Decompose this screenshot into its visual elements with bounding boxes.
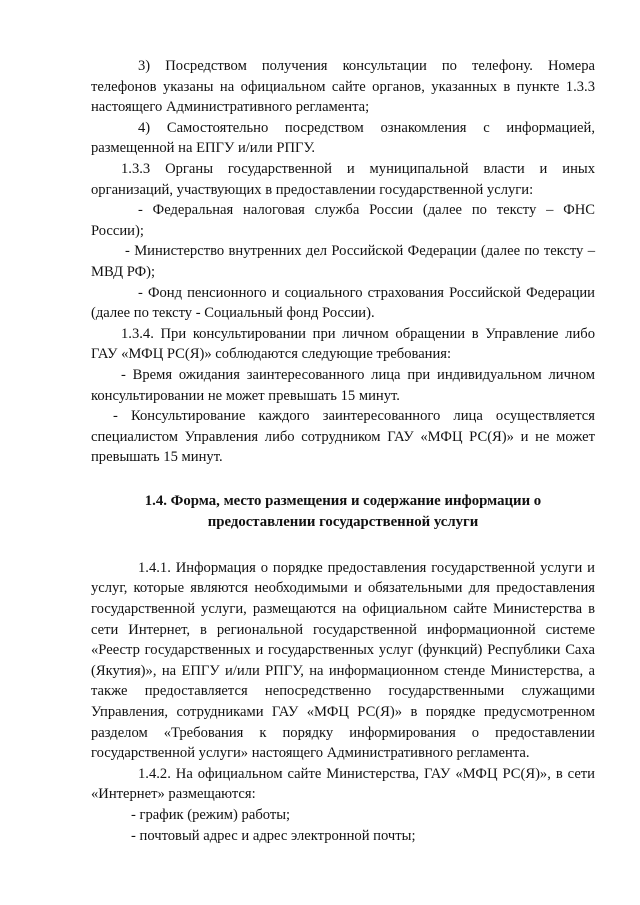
section-heading-line-2: предоставлении государственной услуги bbox=[207, 513, 479, 530]
paragraph-1-4-1: 1.4.1. Информация о порядке предоставления государственной услуги и услуг, которые являются необходимыми и обязательными для предоставления государственной услуги, размещаются на официальном сайте Министерства в сети Интернет, в региональной государственной информационной системе «Реестр государственных и государственных услуг (функций) Республики Саха (Якутия)», на ЕПГУ и/или РПГУ, на информационном стенде Министерства, а также предоставляется непосредственно государственными служащими Управления, сотрудниками ГАУ «МФЦ РС(Я)» в порядке предусмотренном разделом «Требования к порядку информирования о предоставлении государственной услуги» настоящего Административного регламента. bbox=[91, 559, 595, 762]
section-heading-line-1: 1.4. Форма, место размещения и содержание информации о bbox=[144, 492, 542, 509]
document-body bbox=[91, 56, 595, 846]
list-item-waiting-time: - Время ожидания заинтересованного лица при индивидуальном личном консультировании не может превышать 15 минут. bbox=[91, 366, 595, 404]
list-item-fns: - Федеральная налоговая служба России (далее по тексту – ФНС России); bbox=[91, 202, 595, 239]
list-item-schedule: - график (режим) работы; bbox=[131, 807, 291, 823]
list-item-social-fund: - Фонд пенсионного и социального страхования Российской Федерации (далее по тексту - Социальный фонд России). bbox=[91, 284, 595, 322]
list-item-consultation-time: - Консультирование каждого заинтересованного лица осуществляется специалистом Управления либо сотрудником ГАУ «МФЦ РС(Я)» и не может превышать 15 минут. bbox=[91, 408, 595, 466]
list-item-mvd: - Министерство внутренних дел Российской Федерации (далее по тексту – МВД РФ); bbox=[91, 243, 595, 280]
paragraph-self-study: 4) Самостоятельно посредством ознакомления с информацией, размещенной на ЕПГУ и/или РПГУ. bbox=[91, 119, 595, 157]
paragraph-1-3-3: 1.3.3 Органы государственной и муниципальной власти и иных организаций, участвующих в предоставлении государственной услуги: bbox=[91, 160, 595, 198]
paragraph-1-4-2: 1.4.2. На официальном сайте Министерства, ГАУ «МФЦ РС(Я)», в сети «Интернет» размещаются: bbox=[91, 765, 595, 803]
paragraph-consultation-phone: 3) Посредством получения консультации по телефону. Номера телефонов указаны на официальном сайте органов, указанных в пункте 1.3.3 настоящего Административного регламента; bbox=[91, 58, 595, 116]
paragraph-1-3-4: 1.3.4. При консультировании при личном обращении в Управление либо ГАУ «МФЦ РС(Я)» соблюдаются следующие требования: bbox=[91, 325, 595, 363]
list-item-addresses: - почтовый адрес и адрес электронной почты; bbox=[131, 827, 416, 844]
section-heading-1-4 bbox=[91, 491, 595, 533]
